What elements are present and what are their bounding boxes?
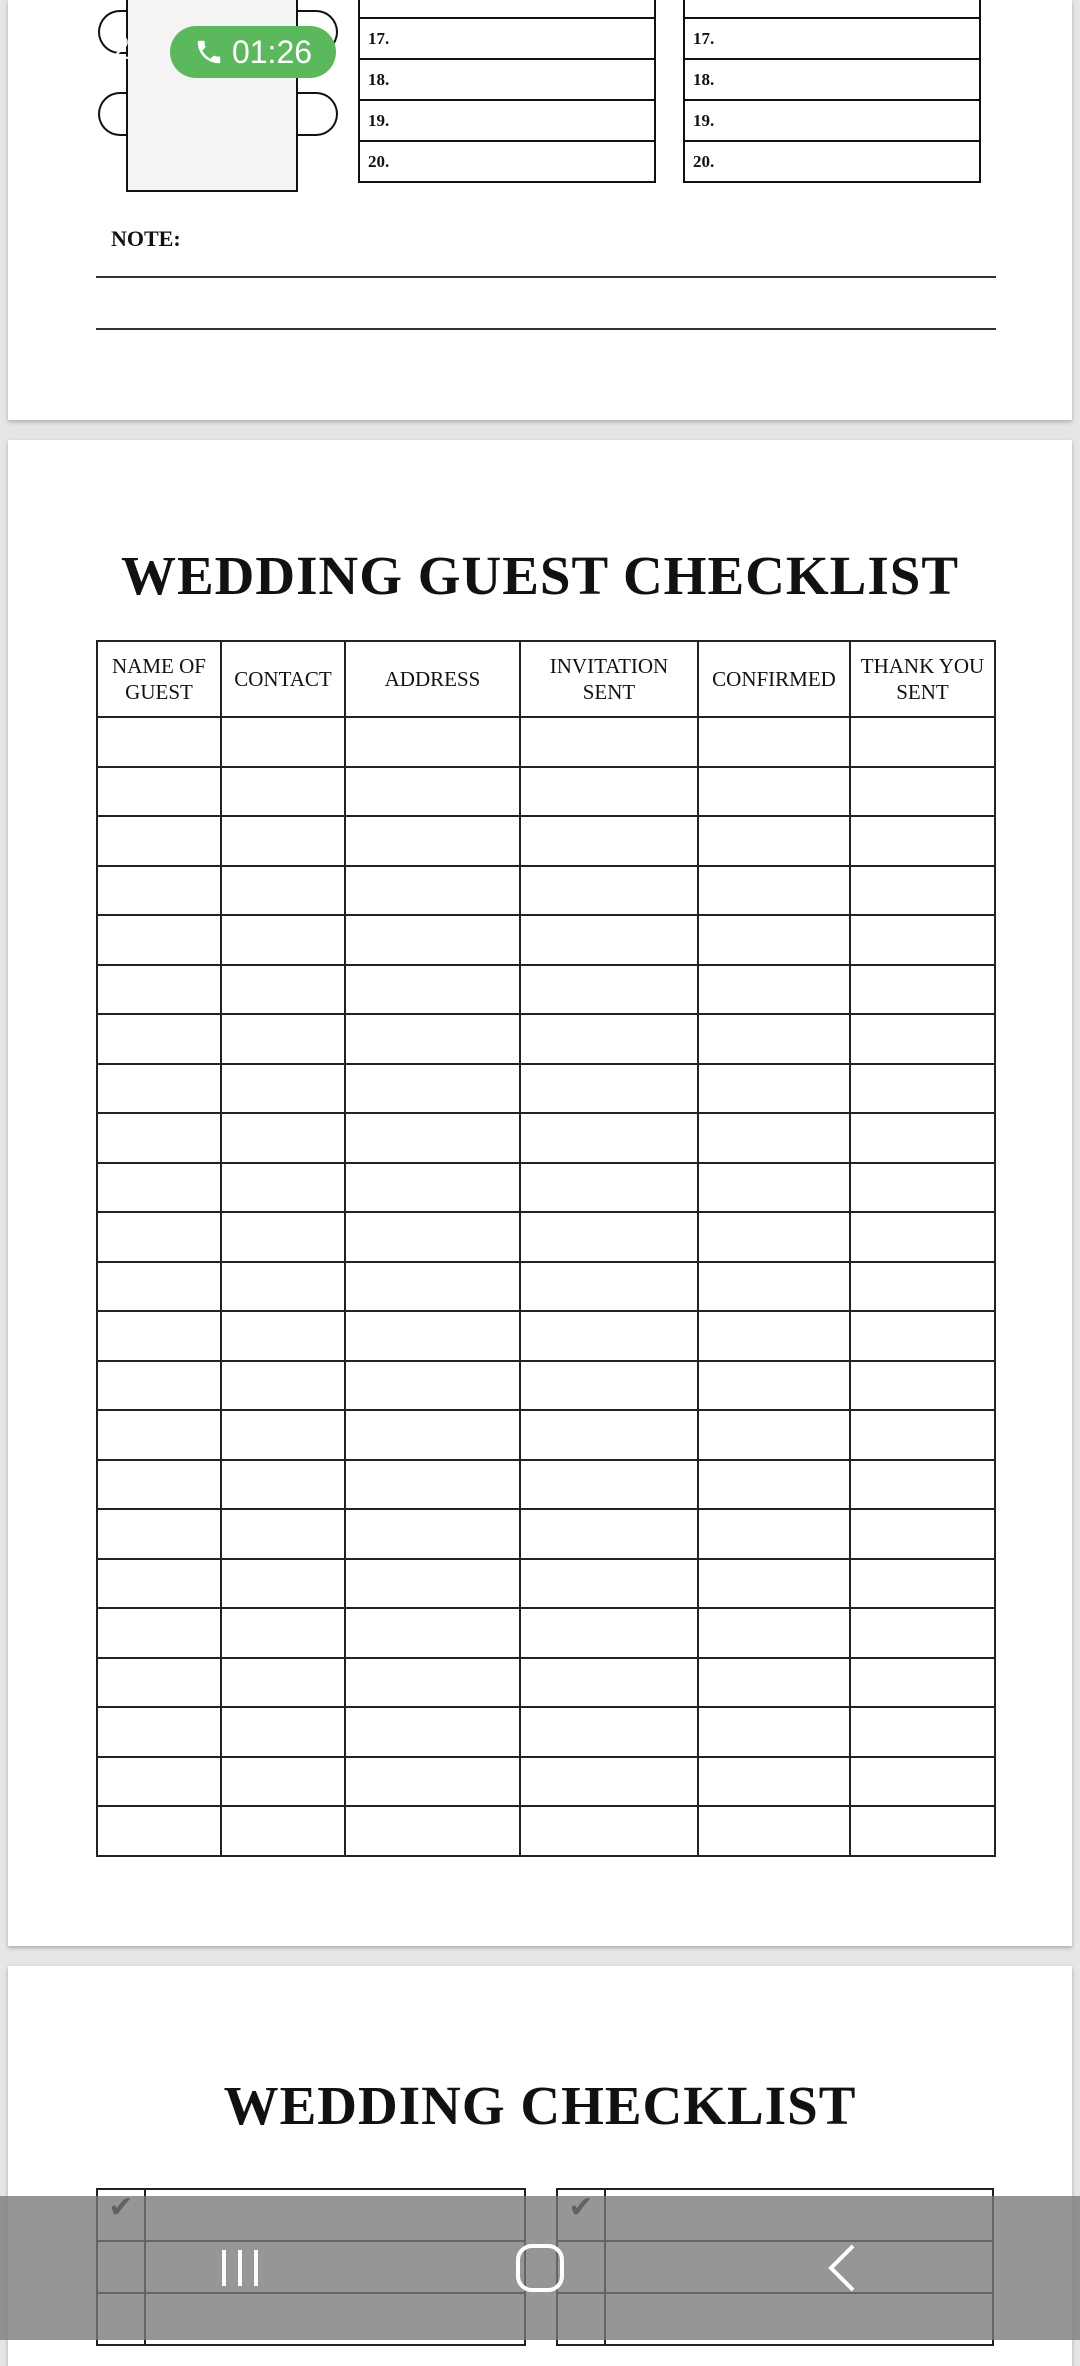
table-cell (698, 965, 850, 1015)
table-row (97, 1658, 995, 1708)
table-cell (345, 1262, 520, 1312)
table-cell (850, 816, 995, 866)
status-bar-time: 2 (112, 30, 130, 66)
table-cell (698, 1361, 850, 1411)
table-cell (850, 1212, 995, 1262)
table-cell (221, 915, 345, 965)
table-cell (698, 816, 850, 866)
table-cell (520, 1806, 698, 1856)
table-row (97, 816, 995, 866)
table-cell (221, 1311, 345, 1361)
table-cell (221, 1064, 345, 1114)
table-cell (520, 915, 698, 965)
table-cell (698, 1460, 850, 1510)
table-row (97, 1460, 995, 1510)
table-cell (221, 1262, 345, 1312)
table-cell (698, 1212, 850, 1262)
table-row (97, 767, 995, 817)
home-button[interactable] (470, 2196, 610, 2340)
table-cell (850, 1559, 995, 1609)
table-cell (345, 1064, 520, 1114)
table-cell (345, 816, 520, 866)
table-row (97, 1806, 995, 1856)
table-cell (345, 1410, 520, 1460)
table-cell (850, 866, 995, 916)
table-cell (698, 1559, 850, 1609)
table-cell (221, 1608, 345, 1658)
ongoing-call-chip[interactable] (170, 26, 336, 78)
table-cell (221, 1658, 345, 1708)
recent-apps-button[interactable] (170, 2196, 310, 2340)
table-cell (221, 965, 345, 1015)
table-cell (97, 1361, 221, 1411)
table-row (97, 866, 995, 916)
table-cell (97, 1707, 221, 1757)
column-header-confirmed: CONFIRMED (698, 641, 850, 717)
table-cell (850, 1410, 995, 1460)
table-cell (850, 717, 995, 767)
page-title: WEDDING GUEST CHECKLIST (120, 545, 960, 606)
table-cell (97, 1014, 221, 1064)
table-cell (345, 1361, 520, 1411)
table-row (97, 1410, 995, 1460)
table-cell (345, 1658, 520, 1708)
call-timer: 01:26 (231, 33, 313, 70)
table-cell (850, 1707, 995, 1757)
seat-row: 19. (359, 100, 655, 141)
table-row (97, 1311, 995, 1361)
table-cell (221, 717, 345, 767)
seat-row: 19. (684, 100, 980, 141)
table-cell (345, 1460, 520, 1510)
table-cell (520, 1410, 698, 1460)
table-row (97, 1064, 995, 1114)
table-cell (850, 1757, 995, 1807)
table-cell (221, 1559, 345, 1609)
table-cell (698, 1410, 850, 1460)
table-row (97, 1212, 995, 1262)
table-cell (698, 1509, 850, 1559)
table-cell (221, 1113, 345, 1163)
table-cell (850, 1608, 995, 1658)
column-header-contact: CONTACT (221, 641, 345, 717)
table-row (97, 1608, 995, 1658)
table-cell (850, 1311, 995, 1361)
table-cell (221, 1757, 345, 1807)
document-page-guest-checklist (8, 440, 1072, 1946)
table-cell (345, 915, 520, 965)
table-cell (698, 767, 850, 817)
table-cell (97, 1212, 221, 1262)
table-row (97, 1707, 995, 1757)
table-cell (221, 1410, 345, 1460)
table-cell (698, 1806, 850, 1856)
table-row (97, 965, 995, 1015)
table-cell (850, 1064, 995, 1114)
table-cell (850, 1806, 995, 1856)
table-row (97, 1361, 995, 1411)
table-cell (221, 866, 345, 916)
table-cell (520, 1559, 698, 1609)
table-cell (520, 866, 698, 916)
table-cell (97, 1757, 221, 1807)
table-cell (520, 1163, 698, 1213)
table-cell (97, 1806, 221, 1856)
recent-apps-icon (208, 2236, 272, 2300)
table-row (97, 915, 995, 965)
table-cell (221, 1014, 345, 1064)
table-cell (97, 1509, 221, 1559)
system-navigation-bar (0, 2196, 1080, 2340)
seat-row: 17. (359, 18, 655, 59)
table-cell (520, 816, 698, 866)
table-cell (345, 1707, 520, 1757)
table-cell (345, 1113, 520, 1163)
table-cell (345, 1311, 520, 1361)
table-cell (698, 1608, 850, 1658)
left-seat-list (358, 0, 656, 183)
seat-row: 18. (684, 59, 980, 100)
table-cell (97, 1064, 221, 1114)
table-cell (221, 767, 345, 817)
table-cell (345, 1014, 520, 1064)
table-cell (520, 1658, 698, 1708)
table-cell (698, 717, 850, 767)
table-cell (520, 1113, 698, 1163)
table-cell (345, 1509, 520, 1559)
table-cell (850, 915, 995, 965)
table-cell (345, 1163, 520, 1213)
seat-row: 18. (359, 59, 655, 100)
table-row (97, 1163, 995, 1213)
table-cell (698, 1757, 850, 1807)
table-cell (345, 717, 520, 767)
document-page-seating-chart (8, 0, 1072, 420)
table-cell (698, 1113, 850, 1163)
table-cell (345, 1608, 520, 1658)
table-cell (850, 1460, 995, 1510)
table-cell (221, 1361, 345, 1411)
table-cell (221, 1163, 345, 1213)
chair-shape (298, 92, 338, 136)
table-cell (97, 1410, 221, 1460)
table-cell (520, 767, 698, 817)
table-cell (850, 965, 995, 1015)
table-cell (221, 1707, 345, 1757)
phone-icon (194, 37, 224, 67)
table-cell (221, 1509, 345, 1559)
table-row (97, 1509, 995, 1559)
table-cell (520, 717, 698, 767)
table-cell (345, 965, 520, 1015)
table-cell (97, 767, 221, 817)
seat-row (359, 0, 655, 18)
table-cell (97, 866, 221, 916)
table-cell (698, 1064, 850, 1114)
table-row (97, 1262, 995, 1312)
table-cell (520, 1509, 698, 1559)
right-seat-list (683, 0, 981, 183)
table-cell (698, 1163, 850, 1213)
table-cell (520, 1212, 698, 1262)
table-row (97, 717, 995, 767)
home-icon (508, 2236, 572, 2300)
table-cell (345, 1757, 520, 1807)
table-cell (520, 1262, 698, 1312)
back-button[interactable] (775, 2196, 915, 2340)
table-cell (97, 1460, 221, 1510)
table-cell (520, 1608, 698, 1658)
table-cell (698, 915, 850, 965)
table-cell (345, 1212, 520, 1262)
note-line (96, 276, 996, 278)
table-cell (97, 1608, 221, 1658)
table-cell (698, 1014, 850, 1064)
table-cell (97, 965, 221, 1015)
table-row (97, 1757, 995, 1807)
seat-row: 20. (359, 141, 655, 182)
table-row (97, 1559, 995, 1609)
table-cell (345, 767, 520, 817)
note-label: NOTE: (111, 226, 181, 251)
table-cell (520, 1361, 698, 1411)
seat-row: 20. (684, 141, 980, 182)
table-cell (698, 1707, 850, 1757)
table-cell (97, 717, 221, 767)
table-cell (850, 1509, 995, 1559)
table-cell (97, 1311, 221, 1361)
table-cell (850, 1361, 995, 1411)
table-cell (850, 1014, 995, 1064)
table-cell (850, 1163, 995, 1213)
table-cell (520, 1064, 698, 1114)
table-cell (97, 1163, 221, 1213)
table-cell (850, 1658, 995, 1708)
table-cell (520, 1014, 698, 1064)
seat-row: 17. (684, 18, 980, 59)
table-cell (97, 1559, 221, 1609)
table-cell (221, 816, 345, 866)
column-header-name: NAME OF GUEST (97, 641, 221, 717)
table-cell (520, 1757, 698, 1807)
table-cell (221, 1460, 345, 1510)
table-row (97, 1014, 995, 1064)
table-cell (97, 915, 221, 965)
table-cell (221, 1806, 345, 1856)
table-cell (850, 767, 995, 817)
table-cell (698, 866, 850, 916)
guest-checklist-table (96, 640, 996, 1857)
table-cell (520, 965, 698, 1015)
table-cell (345, 1806, 520, 1856)
column-header-address: ADDRESS (345, 641, 520, 717)
table-cell (698, 1658, 850, 1708)
table-cell (520, 1311, 698, 1361)
column-header-thank-you: THANK YOU SENT (850, 641, 995, 717)
column-header-invitation: INVITATION SENT (520, 641, 698, 717)
seat-row (684, 0, 980, 18)
table-cell (520, 1460, 698, 1510)
table-cell (97, 816, 221, 866)
table-cell (97, 1262, 221, 1312)
table-cell (698, 1311, 850, 1361)
table-row (97, 1113, 995, 1163)
table-cell (345, 1559, 520, 1609)
table-cell (97, 1113, 221, 1163)
page-title: WEDDING CHECKLIST (223, 2075, 857, 2136)
table-cell (97, 1658, 221, 1708)
table-cell (698, 1262, 850, 1312)
back-icon (813, 2236, 877, 2300)
table-cell (345, 866, 520, 916)
table-cell (520, 1707, 698, 1757)
table-cell (850, 1113, 995, 1163)
note-line (96, 328, 996, 330)
table-cell (221, 1212, 345, 1262)
table-cell (850, 1262, 995, 1312)
